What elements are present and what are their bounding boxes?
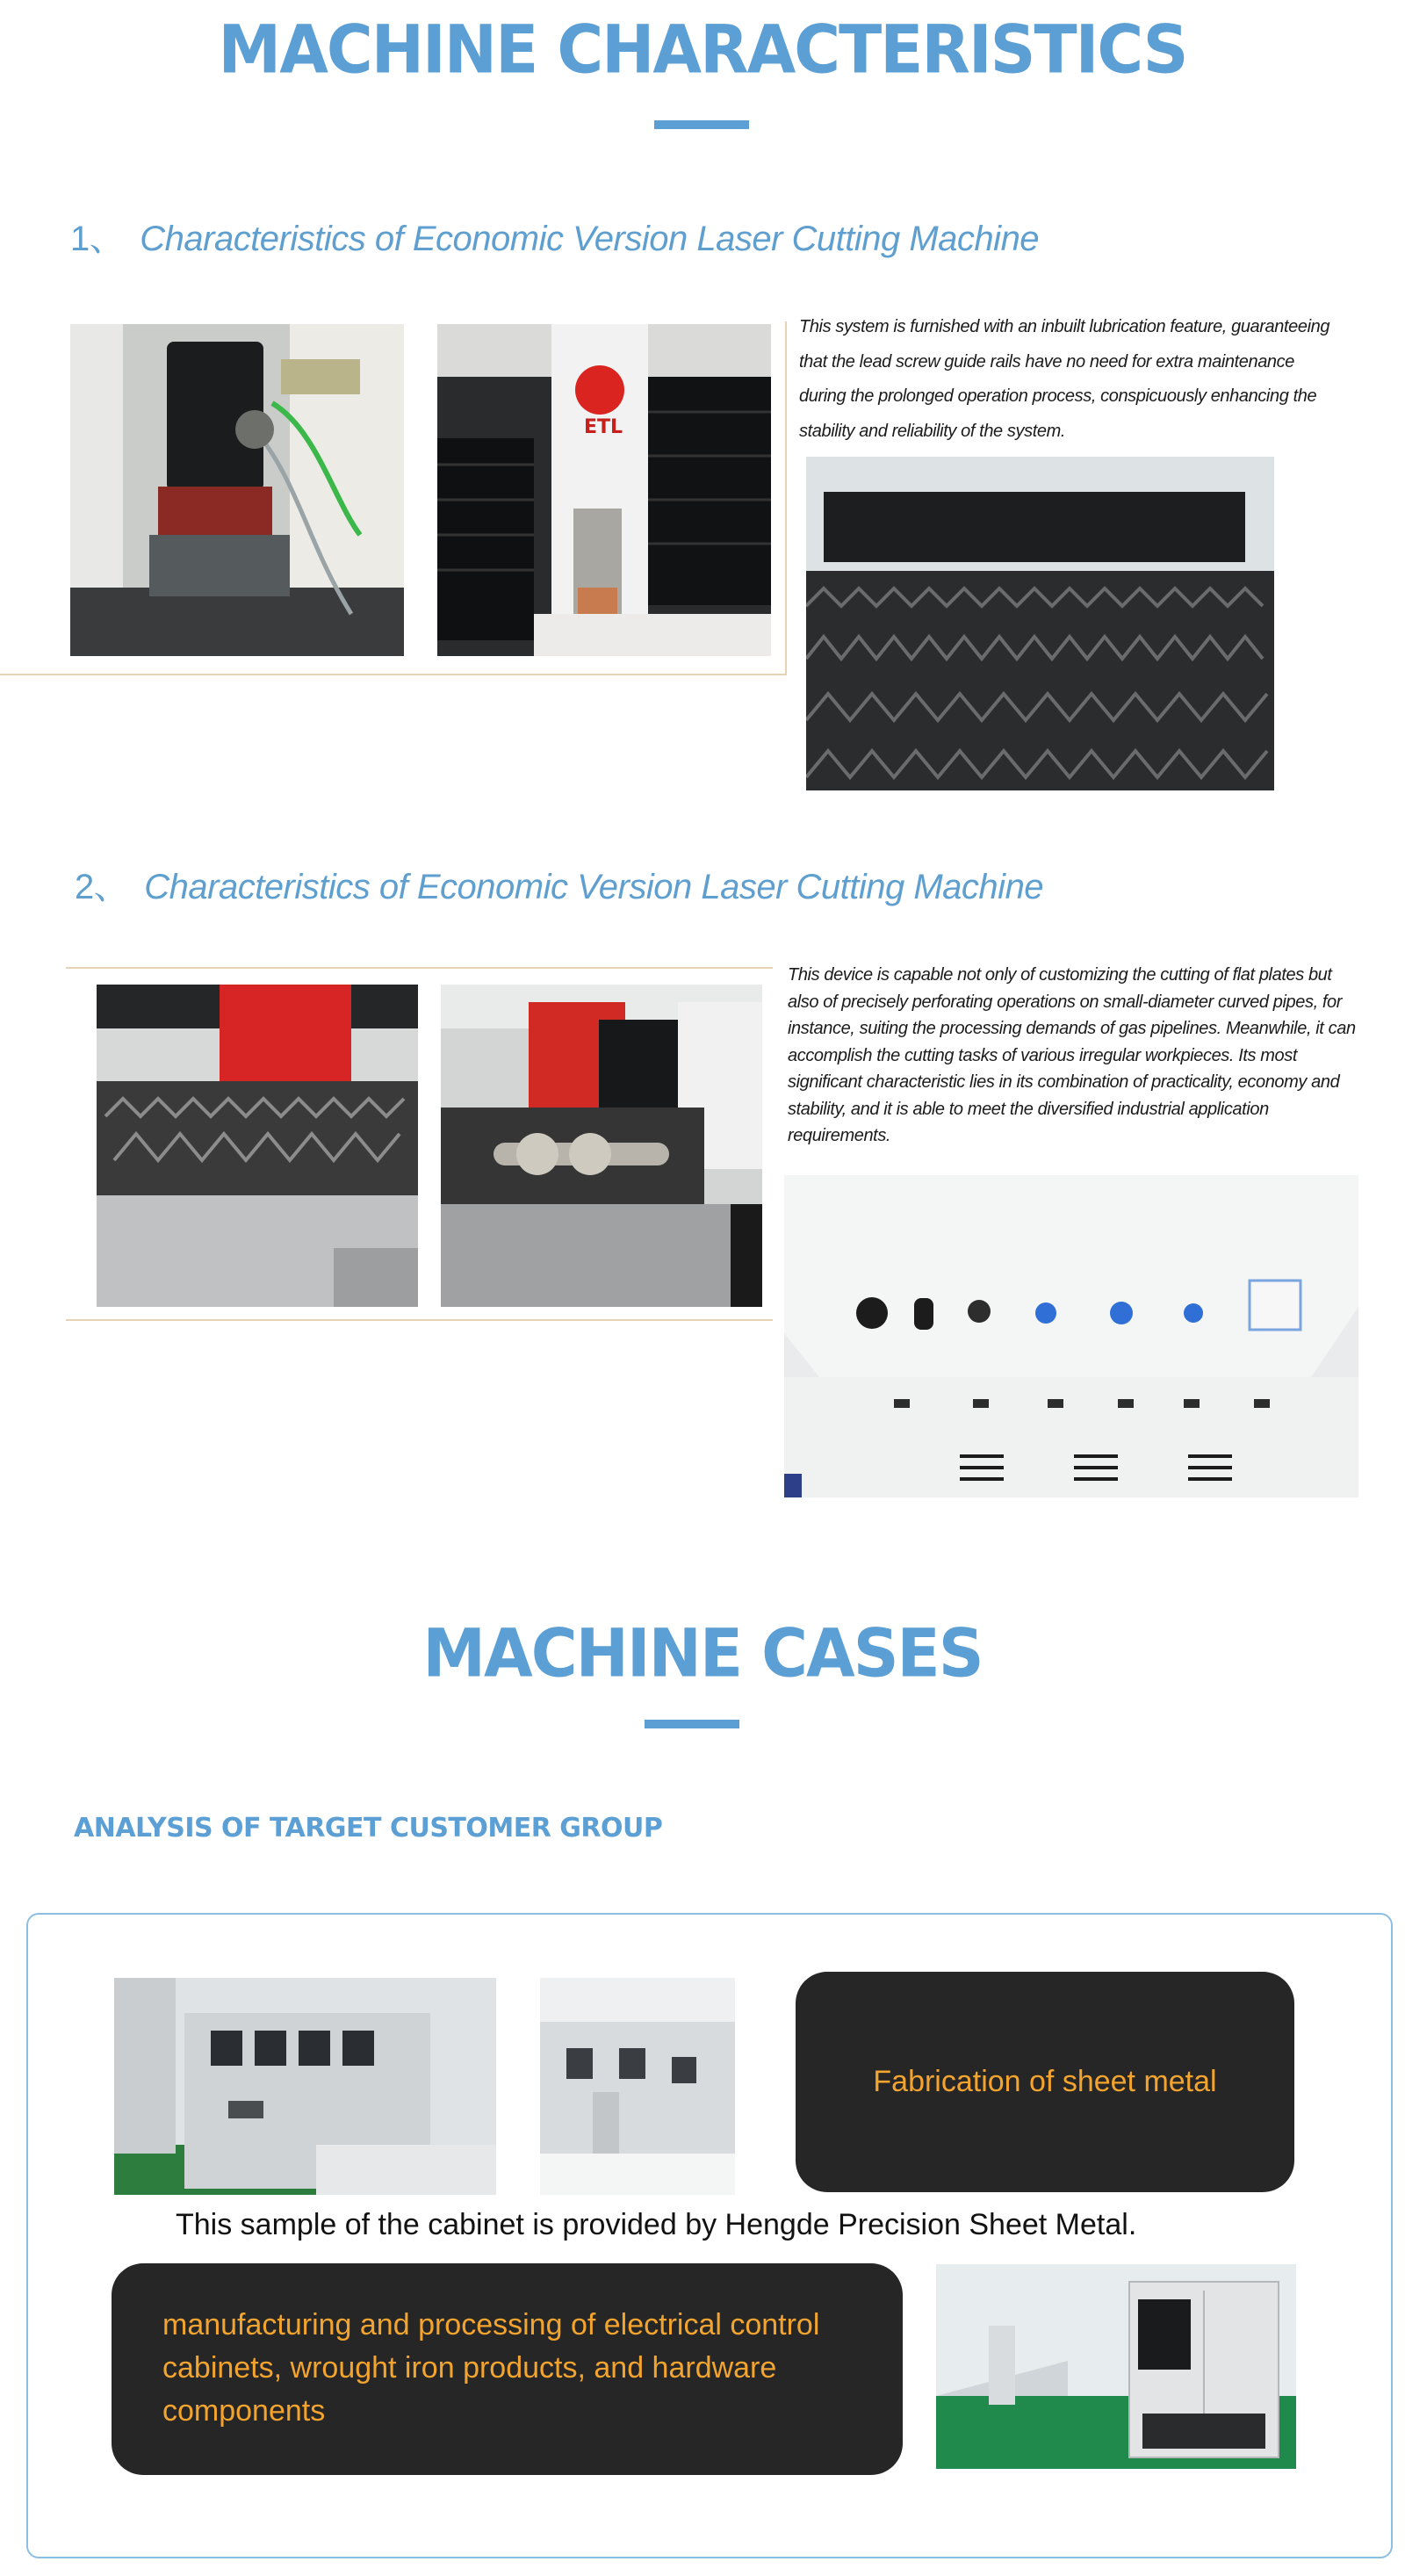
characteristics-title-underline <box>654 120 749 129</box>
sheet-metal-fabrication-card <box>796 1972 1294 2192</box>
sample-caption: This sample of the cabinet is provided by Hengde Precision Sheet Metal. <box>176 2208 1137 2241</box>
sheet-metal-fabrication-text: Fabrication of sheet metal <box>873 2065 1217 2098</box>
item2-description-line: requirements. <box>788 1126 891 1145</box>
item2-description-line: This device is capable not only of customizing the cutting of flat plates but <box>788 965 1332 985</box>
item1-description-line: stability and reliability of the system. <box>799 421 1066 441</box>
electrical-cabinets-line: manufacturing and processing of electrical control <box>162 2308 820 2341</box>
factory-cabinet-photo <box>936 2264 1296 2469</box>
item1-description-line: during the prolonged operation process, conspicuously enhancing the <box>799 386 1317 406</box>
item1-heading <box>70 211 1039 261</box>
sheet-metal-case-photo-1 <box>114 1978 496 2195</box>
electrical-cabinets-line: cabinets, wrought iron products, and hardware <box>162 2351 777 2385</box>
cases-title-underline <box>645 1720 739 1728</box>
target-customer-label: ANALYSIS OF TARGET CUSTOMER GROUP <box>74 1813 663 1844</box>
laser-head-photo <box>437 324 771 656</box>
control-panel-photo <box>784 1175 1358 1497</box>
item2-divider-top <box>66 967 773 969</box>
item2-description-line: accomplish the cutting tasks of various irregular workpieces. Its most <box>788 1045 1298 1065</box>
electrical-cabinets-card <box>112 2263 903 2475</box>
item2-heading <box>75 859 1043 909</box>
sheet-metal-case-photo-2 <box>540 1978 735 2195</box>
pipe-cutting-photo <box>441 985 762 1307</box>
item1-title: Characteristics of Economic Version Laser Cutting Machine <box>140 220 1040 258</box>
etl-badge: ETL <box>584 416 623 438</box>
item1-divider-vertical <box>785 321 787 675</box>
item2-description-line: significant characteristic lies in its combination of practicality, economy and <box>788 1072 1340 1092</box>
cases-title: MACHINE CASES <box>422 1613 983 1692</box>
servo-motor-photo <box>70 324 404 656</box>
item2-description-line: also of precisely perforating operations on small-diameter curved pipes, for <box>788 992 1343 1012</box>
item2-description <box>788 962 1394 1150</box>
item2-description-line: stability, and it is able to meet the diversified industrial application <box>788 1099 1269 1119</box>
item2-number: 2、 <box>75 868 129 906</box>
item2-title: Characteristics of Economic Version Laser Cutting Machine <box>144 868 1044 906</box>
characteristics-title: MACHINE CHARACTERISTICS <box>218 10 1187 89</box>
item1-number: 1、 <box>70 220 125 258</box>
item2-divider-bottom <box>66 1319 773 1321</box>
cutting-bed-photo <box>806 457 1274 790</box>
item1-description-line: This system is furnished with an inbuilt lubrication feature, guaranteeing <box>799 317 1330 336</box>
item1-divider <box>0 674 786 675</box>
item1-description <box>799 310 1379 449</box>
red-head-bed-photo <box>97 985 418 1307</box>
item1-description-line: that the lead screw guide rails have no need for extra maintenance <box>799 351 1294 372</box>
item2-description-line: instance, suiting the processing demands of gas pipelines. Meanwhile, it can <box>788 1019 1356 1038</box>
electrical-cabinets-line: components <box>162 2394 326 2428</box>
